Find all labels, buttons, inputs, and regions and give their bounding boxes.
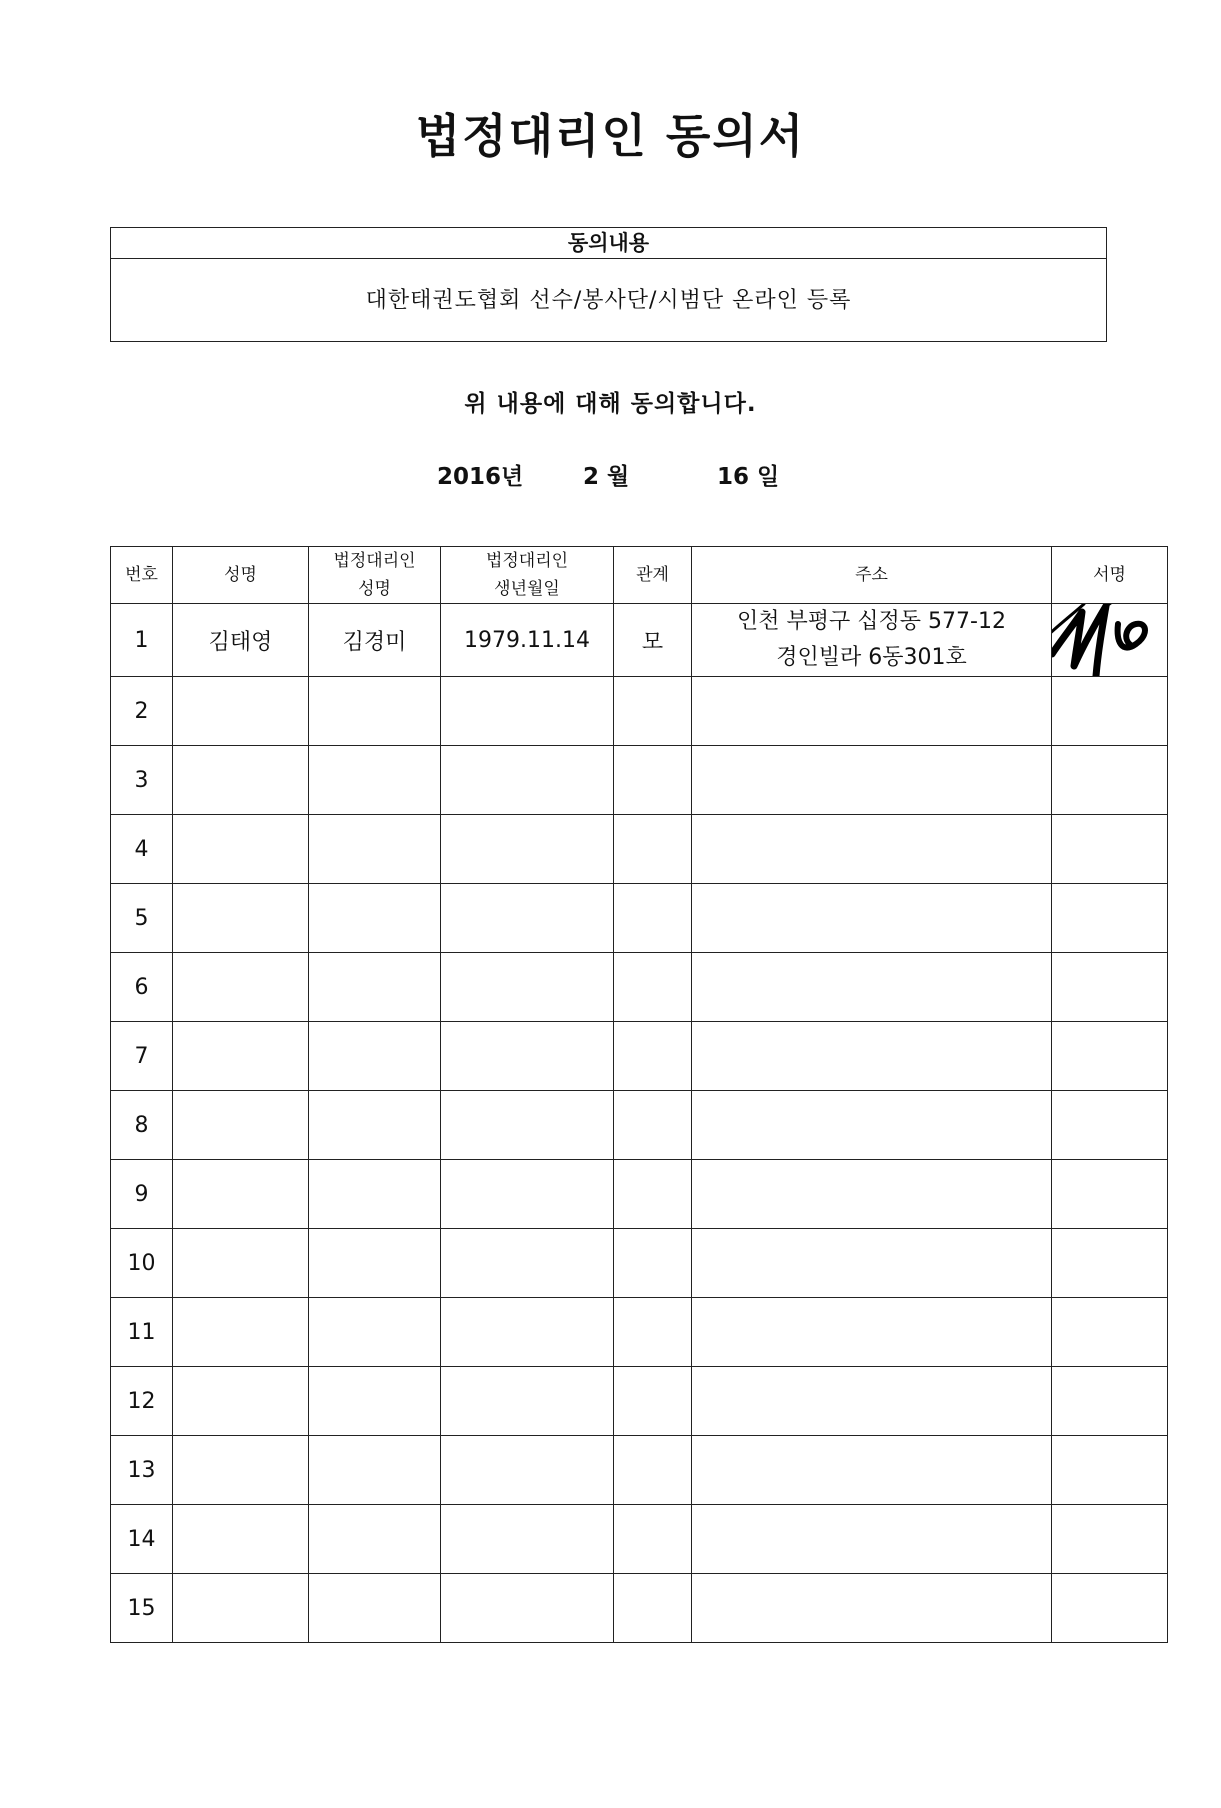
cell-address [692,746,1052,815]
table-row [111,1229,1168,1298]
address-line1: 인천 부평구 십정동 577-12 [737,609,1006,634]
cell-signature [1052,1298,1168,1367]
address-line2: 경인빌라 6동301호 [776,645,967,670]
cell-signature [1052,1505,1168,1574]
cell-relation [614,1022,692,1091]
cell-relation [614,815,692,884]
handwritten-signature [1052,604,1163,677]
cell-guardian-birth [441,746,614,815]
cell-signature [1052,604,1168,677]
cell-guardian-birth [441,1160,614,1229]
cell-guardian-birth [441,815,614,884]
cell-signature [1052,1574,1168,1643]
cell-signature [1052,1022,1168,1091]
consent-box [110,227,1107,342]
header-guardian-birth-line1: 법정대리인 [485,551,569,571]
cell-no: 4 [111,815,173,884]
cell-relation [614,884,692,953]
cell-no: 5 [111,884,173,953]
cell-signature [1052,1367,1168,1436]
header-guardian-birth [441,547,614,604]
cell-signature [1052,746,1168,815]
table-row [111,604,1168,677]
cell-name [173,677,309,746]
cell-relation [614,1091,692,1160]
document-title: 법정대리인 동의서 [415,109,806,163]
header-guardian-name-line1: 법정대리인 [333,551,416,571]
cell-guardian-birth [441,1505,614,1574]
cell-relation: 모 [614,604,692,677]
cell-address [692,884,1052,953]
cell-no: 6 [111,953,173,1022]
cell-address [692,953,1052,1022]
table-row [111,1574,1168,1643]
cell-guardian-birth [441,677,614,746]
cell-name [173,1160,309,1229]
cell-name [173,746,309,815]
date-year: 2016년 [437,464,524,490]
cell-address [692,1367,1052,1436]
cell-guardian-birth [441,1367,614,1436]
cell-guardian-name [309,884,441,953]
cell-no: 7 [111,1022,173,1091]
cell-signature [1052,953,1168,1022]
table-row [111,953,1168,1022]
cell-address [692,1160,1052,1229]
table-row [111,1091,1168,1160]
cell-relation [614,953,692,1022]
consent-body: 대한태권도협회 선수/봉사단/시범단 온라인 등록 [365,288,852,313]
agree-statement: 위 내용에 대해 동의합니다. [464,391,757,417]
cell-no: 13 [111,1436,173,1505]
cell-guardian-birth [441,1091,614,1160]
cell-address [692,1505,1052,1574]
cell-no: 12 [111,1367,173,1436]
consent-header: 동의내용 [111,228,1106,259]
table-row [111,1505,1168,1574]
cell-address [692,815,1052,884]
cell-no: 1 [111,604,173,677]
cell-name [173,1574,309,1643]
cell-no: 9 [111,1160,173,1229]
cell-guardian-birth [441,1229,614,1298]
header-guardian-birth-line2: 생년월일 [494,579,560,599]
cell-relation [614,1160,692,1229]
header-no: 번호 [111,547,173,604]
cell-relation [614,1298,692,1367]
cell-name [173,1436,309,1505]
cell-guardian-birth [441,1298,614,1367]
cell-no: 11 [111,1298,173,1367]
cell-no: 14 [111,1505,173,1574]
cell-relation [614,746,692,815]
cell-name [173,1091,309,1160]
table-row [111,884,1168,953]
cell-guardian-birth [441,1574,614,1643]
cell-no: 3 [111,746,173,815]
cell-no: 15 [111,1574,173,1643]
cell-guardian-birth: 1979.11.14 [441,604,614,677]
cell-guardian-name [309,677,441,746]
cell-guardian-name [309,1298,441,1367]
cell-name [173,1022,309,1091]
cell-address [692,604,1052,677]
cell-relation [614,1229,692,1298]
cell-guardian-name [309,953,441,1022]
cell-address [692,1298,1052,1367]
cell-address [692,1229,1052,1298]
cell-guardian-name [309,1022,441,1091]
table-row [111,1022,1168,1091]
cell-signature [1052,1436,1168,1505]
cell-name [173,1505,309,1574]
cell-guardian-name [309,1091,441,1160]
table-row [111,1160,1168,1229]
cell-guardian-name [309,1574,441,1643]
header-signature: 서명 [1052,547,1168,604]
cell-relation [614,677,692,746]
cell-address [692,677,1052,746]
table-row [111,815,1168,884]
cell-guardian-name [309,1160,441,1229]
cell-guardian-birth [441,884,614,953]
cell-signature [1052,1091,1168,1160]
cell-relation [614,1436,692,1505]
header-guardian-name [309,547,441,604]
header-relation: 관계 [614,547,692,604]
cell-address [692,1436,1052,1505]
cell-guardian-name [309,1436,441,1505]
cell-relation [614,1574,692,1643]
cell-address [692,1022,1052,1091]
date-day: 16 일 [717,464,780,490]
cell-signature [1052,1160,1168,1229]
cell-guardian-name [309,1367,441,1436]
cell-name: 김태영 [173,604,309,677]
cell-address [692,1091,1052,1160]
table-row [111,746,1168,815]
cell-guardian-name [309,815,441,884]
cell-name [173,1367,309,1436]
cell-signature [1052,884,1168,953]
table-row [111,1298,1168,1367]
cell-name [173,953,309,1022]
cell-name [173,1298,309,1367]
cell-name [173,1229,309,1298]
header-name: 성명 [173,547,309,604]
cell-signature [1052,815,1168,884]
table-row [111,1436,1168,1505]
cell-no: 2 [111,677,173,746]
cell-guardian-birth [441,1436,614,1505]
cell-name [173,884,309,953]
cell-guardian-birth [441,953,614,1022]
cell-guardian-name [309,1229,441,1298]
table-row [111,1367,1168,1436]
cell-guardian-name: 김경미 [309,604,441,677]
cell-guardian-name [309,1505,441,1574]
cell-name [173,815,309,884]
header-address: 주소 [692,547,1052,604]
table-header-row [111,547,1168,604]
cell-guardian-birth [441,1022,614,1091]
cell-signature [1052,1229,1168,1298]
date-month: 2 월 [583,464,630,490]
cell-address [692,1574,1052,1643]
header-guardian-name-line2: 성명 [358,579,391,599]
cell-guardian-name [309,746,441,815]
table-row [111,677,1168,746]
cell-signature [1052,677,1168,746]
cell-no: 8 [111,1091,173,1160]
cell-no: 10 [111,1229,173,1298]
guardian-roster-table [110,546,1168,1643]
cell-relation [614,1505,692,1574]
cell-relation [614,1367,692,1436]
